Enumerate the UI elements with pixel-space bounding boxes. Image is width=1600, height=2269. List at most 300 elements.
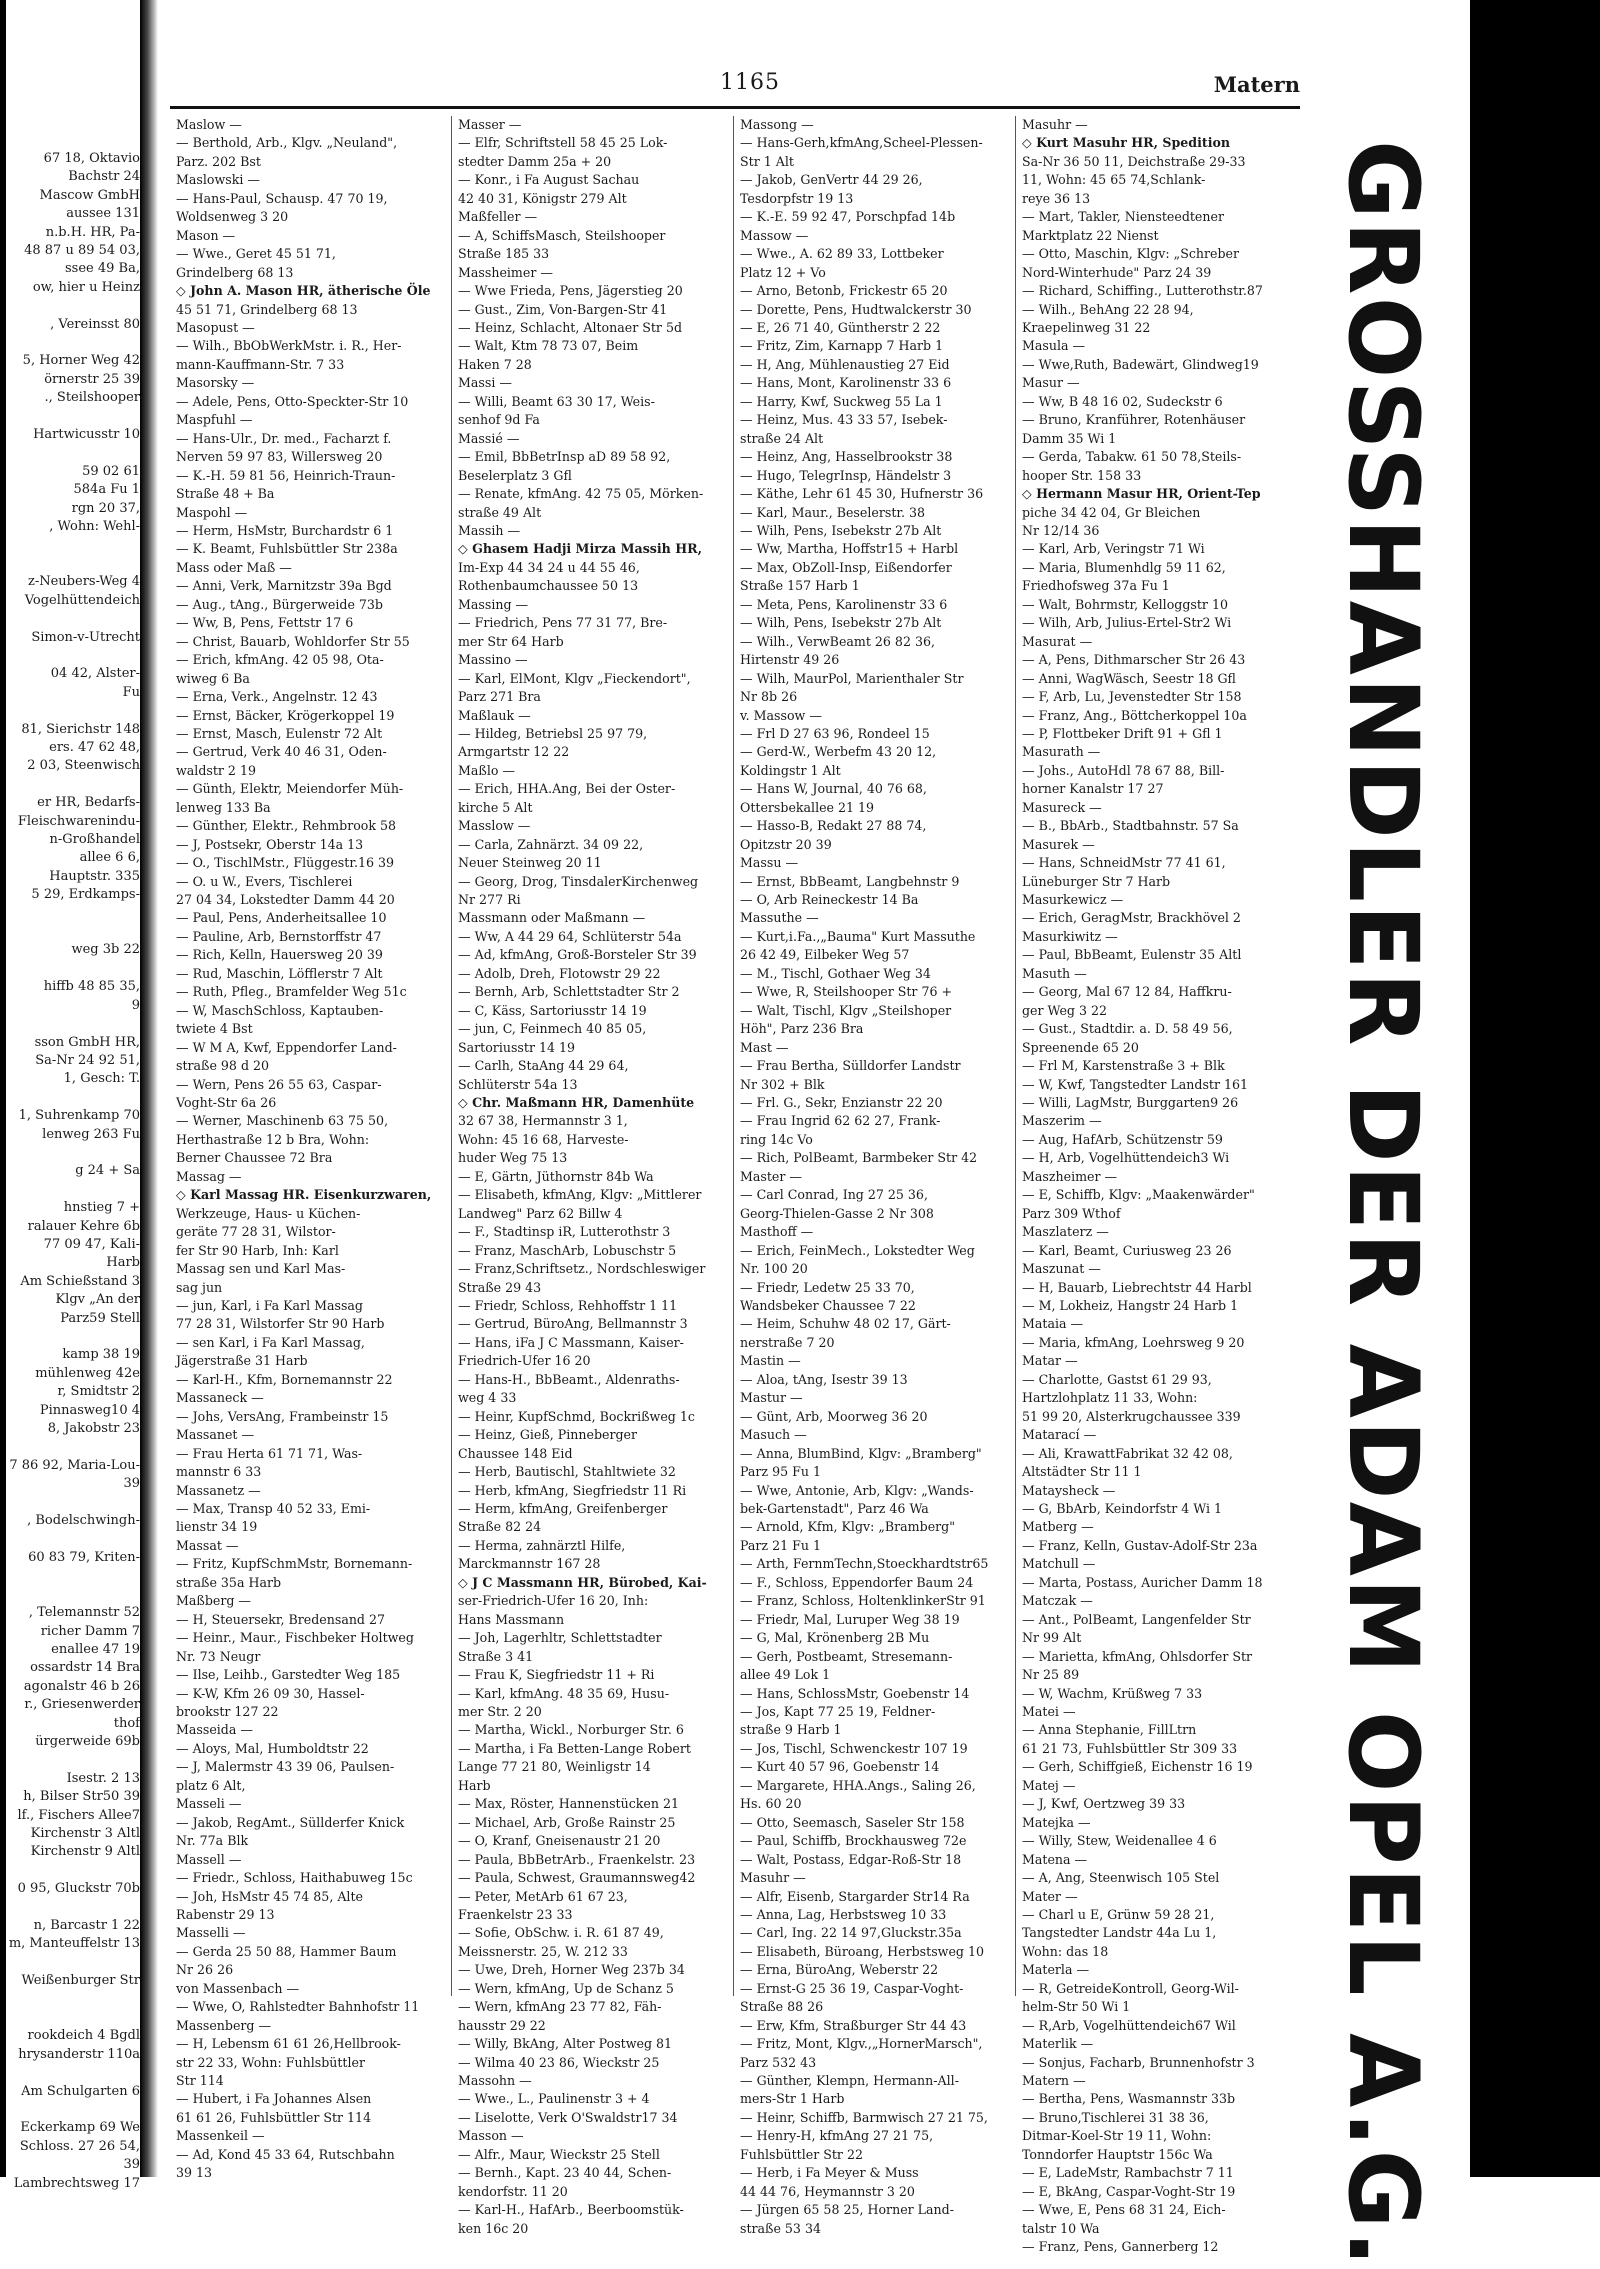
directory-column-3 [734, 116, 1016, 2236]
facing-page-line [6, 1899, 140, 1917]
directory-entry: 61 61 26, Fuhlsbüttler Str 114 [176, 2109, 372, 2125]
facing-page-line: , Bodelschwingh- [27, 1513, 140, 1529]
directory-entry: Maßlauk — [458, 707, 531, 723]
facing-page-line: Hartwicusstr 10 [33, 427, 140, 443]
directory-entry: — Ww, Martha, Hoffstr15 + Harbl [740, 541, 959, 557]
facing-page-line [6, 1015, 140, 1033]
directory-entry: — Franz, MaschArb, Lobuschstr 5 [458, 1242, 677, 1258]
directory-entry: kendorfstr. 11 20 [458, 2183, 568, 2199]
directory-entry: Massih — [458, 522, 521, 538]
facing-page-line: 9 [131, 997, 140, 1013]
facing-page-line: ow, hier u Heinz [32, 279, 140, 295]
directory-entry: — Max, ObZoll-Insp, Eißendorfer [740, 559, 952, 575]
directory-entry: — A, Ang, Steenwisch 105 Stel [1022, 1870, 1220, 1886]
facing-page-line: Am Schießstand 3 [20, 1273, 140, 1289]
facing-page-line: enallee 47 19 [51, 1641, 140, 1657]
directory-entry: — Arnold, Kfm, Klgv: „Bramberg" [740, 1519, 956, 1535]
facing-page-line [6, 1089, 140, 1107]
directory-entry: straße 49 Alt [458, 504, 542, 520]
directory-entry: — E, LadeMstr, Rambachstr 7 11 [1022, 2165, 1234, 2181]
directory-entry: — Bertha, Pens, Wasmannstr 33b [1022, 2091, 1236, 2107]
directory-entry: — Gust., Stadtdir. a. D. 58 49 56, [1022, 1021, 1233, 1037]
directory-entry: Meissnerstr. 25, W. 212 33 [458, 1943, 628, 1959]
directory-entry: — Anna, Lag, Herbstsweg 10 33 [740, 1906, 947, 1922]
directory-entry: — Wwe., Geret 45 51 71, [176, 246, 336, 262]
facing-page-line: rgn 20 37, [71, 500, 140, 516]
directory-entry: Damm 35 Wi 1 [1022, 430, 1117, 446]
directory-entry: — sen Karl, i Fa Karl Massag, [176, 1334, 365, 1350]
directory-entry: — Anna Stephanie, FillLtrn [1022, 1722, 1197, 1738]
facing-page-line: Fleischwarenindu- [17, 813, 140, 829]
directory-entry: Maßberg — [176, 1593, 252, 1609]
directory-entry: — Heinz, Schlacht, Altonaer Str 5d [458, 319, 683, 335]
directory-entry: — Otto, Maschin, Klgv: „Schreber [1022, 246, 1239, 262]
facing-page-line: örnerstr 25 39 [44, 371, 140, 387]
directory-entry: — Walt, Tischl, Klgv „Steilshoper [740, 1002, 952, 1018]
directory-entry: Straße 185 33 [458, 246, 550, 262]
directory-entry: Nr. 73 Neugr [176, 1648, 261, 1664]
directory-entry: Massié — [458, 430, 520, 446]
facing-page-line [6, 2101, 140, 2119]
facing-page-line: ers. 47 62 48, [49, 740, 140, 755]
directory-entry: mannstr 6 33 [176, 1464, 262, 1480]
directory-entry: Masseli — [176, 1796, 242, 1812]
directory-entry: Nr 302 + Blk [740, 1076, 825, 1092]
directory-entry: Massu — [740, 855, 799, 871]
directory-entry: — Friedr, Ledetw 25 33 70, [740, 1279, 915, 1295]
facing-page-line: allee 6 6, [79, 850, 140, 866]
directory-entry: — Martha, Wickl., Norburger Str. 6 [458, 1722, 684, 1738]
directory-entry: — Pauline, Arb, Bernstorffstr 47 [176, 928, 382, 944]
directory-entry: mer Str. 2 20 [458, 1703, 542, 1719]
directory-entry: Wandsbeker Chaussee 7 22 [740, 1298, 916, 1313]
directory-entry: platz 6 Alt, [176, 1777, 246, 1793]
directory-entry: Matchull — [1022, 1556, 1096, 1572]
directory-entry: Matberg — [1022, 1519, 1094, 1535]
facing-page-line: lf., Fischers Allee7 [17, 1807, 140, 1823]
directory-entry: Masuch — [740, 1427, 807, 1443]
directory-entry: straße 53 34 [740, 2220, 821, 2236]
directory-entry: — F., Stadtinsp iR, Lutterothstr 3 [458, 1224, 671, 1240]
directory-entry: Massat — [176, 1537, 239, 1553]
directory-entry: Massanetz — [176, 1482, 261, 1498]
directory-entry: nerstraße 7 20 [740, 1334, 835, 1350]
directory-entry: — Wern, Pens 26 55 63, Caspar- [176, 1076, 382, 1092]
directory-entry: huder Weg 75 13 [458, 1150, 568, 1166]
facing-page-line: h, Bilser Str50 39 [23, 1789, 140, 1805]
directory-entry: — Martha, i Fa Betten-Lange Robert [458, 1740, 691, 1756]
directory-entry: — Hubert, i Fa Johannes Alsen [176, 2091, 372, 2107]
facing-page-line: Vogelhüttendeich [24, 592, 140, 608]
directory-entry: — Ernst, BbBeamt, Langbehnstr 9 [740, 873, 960, 889]
directory-entry: — G, BbArb, Keindorfstr 4 Wi 1 [1022, 1500, 1223, 1516]
facing-page-line [6, 1530, 140, 1548]
side-advertising-banner [1308, 140, 1458, 2269]
book-spine-shadow [140, 0, 158, 2177]
facing-page-line: Hauptstr. 335 [49, 868, 140, 884]
directory-entry: — R, GetreideKontroll, Georg-Wil- [1022, 1980, 1239, 1996]
directory-entry: — Alfr., Maur, Wieckstr 25 Stell [458, 2146, 660, 2162]
directory-entry: lenweg 133 Ba [176, 799, 271, 815]
directory-entry: — Paula, Schwest, Graumannsweg42 [458, 1870, 696, 1886]
facing-page-line [6, 408, 140, 426]
directory-entry: von Massenbach — [176, 1980, 300, 1996]
directory-entry: — G, Mal, Krönenberg 2B Mu [740, 1630, 930, 1646]
facing-page-line: er HR, Bedarfs- [37, 795, 140, 811]
directory-entry: — Frl. G., Sekr, Enzianstr 22 20 [740, 1095, 943, 1111]
facing-page-line [6, 1494, 140, 1512]
directory-entry: Koldingstr 1 Alt [740, 762, 841, 778]
directory-entry: Tonndorfer Hauptstr 156c Wa [1022, 2146, 1213, 2162]
directory-entry: Schlüterstr 54a 13 [458, 1076, 578, 1092]
directory-entry: — E, BkAng, Caspar-Voght-Str 19 [1022, 2183, 1236, 2199]
directory-entry: — Carlh, StaAng 44 29 64, [458, 1058, 629, 1074]
directory-entry: — Günther, Elektr., Rehmbrook 58 [176, 818, 397, 834]
facing-page-line: agonalstr 46 b 26 [23, 1678, 140, 1694]
directory-entry: — Wilma 40 23 86, Wieckstr 25 [458, 2054, 660, 2070]
directory-entry: Ottersbekallee 21 19 [740, 799, 875, 815]
facing-page-line [6, 1751, 140, 1769]
directory-entry: Grindelberg 68 13 [176, 264, 294, 280]
directory-entry: — Franz, Schloss, HoltenklinkerStr 91 [740, 1593, 986, 1609]
directory-entry: — Ilse, Leihb., Garstedter Weg 185 [176, 1667, 401, 1683]
facing-page-line: sson GmbH HR, [34, 1034, 140, 1050]
page-number: 1165 [720, 70, 780, 95]
directory-entry: — Karl-H., Kfm, Bornemannstr 22 [176, 1371, 393, 1387]
directory-entry: reye 36 13 [1022, 190, 1091, 206]
directory-entry: — Wern, kfmAng 23 77 82, Fäh- [458, 1999, 662, 2015]
directory-entry: — Wilh, Pens, Isebekstr 27b Alt [740, 615, 942, 631]
directory-entry: — Emil, BbBetrInsp aD 89 58 92, [458, 449, 671, 465]
directory-entry: — Wilh, MaurPol, Marienthaler Str [740, 670, 964, 686]
directory-entry: ◇ John A. Mason HR, ätherische Öle [176, 283, 431, 299]
directory-entry: — Bernh, Arb, Schlettstadter Str 2 [458, 984, 680, 1000]
directory-entry: — jun, Karl, i Fa Karl Massag [176, 1298, 363, 1313]
directory-entry: Masorsky — [176, 375, 255, 391]
directory-entry: Herthastraße 12 b Bra, Wohn: [176, 1131, 370, 1147]
facing-page-line: Eckerkamp 69 We [20, 2120, 140, 2136]
facing-page-line: Sa-Nr 24 92 51, [35, 1052, 140, 1068]
directory-entry: — Jos, Kapt 77 25 19, Feldner- [740, 1703, 936, 1719]
facing-page-line: 2 03, Steenwisch [27, 758, 140, 774]
facing-page-line: Kirchenstr 3 Altl [30, 1825, 140, 1841]
directory-entry: Maszheimer — [1022, 1168, 1118, 1184]
facing-page-line: Isestr. 2 13 [66, 1770, 140, 1786]
directory-entry: Maszunat — [1022, 1261, 1101, 1277]
facing-page-line [6, 905, 140, 923]
directory-entry: 11, Wohn: 45 65 74,Schlank- [1022, 172, 1206, 188]
directory-entry: Nr 26 26 [176, 1962, 234, 1978]
facing-page-line: r, Smidtstr 2 [57, 1384, 140, 1400]
directory-entry: Sa-Nr 36 50 11, Deichstraße 29-33 [1022, 153, 1246, 169]
directory-entry: Mass oder Maß — [176, 559, 292, 575]
directory-entry: — Paul, Pens, Anderheitsallee 10 [176, 910, 387, 926]
directory-entry: Straße 48 + Ba [176, 486, 275, 502]
directory-entry: Matejka — [1022, 1814, 1091, 1830]
directory-entry: — Erna, Verk., Angelnstr. 12 43 [176, 689, 378, 705]
directory-entry: — Paula, BbBetrArb., Fraenkelstr. 23 [458, 1851, 696, 1867]
directory-entry: talstr 10 Wa [1022, 2220, 1100, 2236]
directory-entry: — Hans-Ulr., Dr. med., Facharzt f. [176, 430, 392, 446]
directory-entry: — W, Wachm, Krüßweg 7 33 [1022, 1685, 1203, 1701]
directory-entry: — M, Lokheiz, Hangstr 24 Harb 1 [1022, 1298, 1239, 1313]
directory-entry: Str 1 Alt [740, 153, 794, 169]
directory-entry: — Peter, MetArb 61 67 23, [458, 1888, 628, 1904]
directory-entry: helm-Str 50 Wi 1 [1022, 1999, 1131, 2015]
directory-entry: — Dorette, Pens, Hudtwalckerstr 30 [740, 301, 972, 317]
directory-entry: Nr 8b 26 [740, 689, 798, 705]
directory-entry: — Hans-Paul, Schausp. 47 70 19, [176, 190, 388, 206]
directory-entry: — Frau Ingrid 62 62 27, Frank- [740, 1113, 941, 1129]
directory-entry: — Paul, Schiffb, Brockhausweg 72e [740, 1833, 967, 1849]
facing-page-line: Bachstr 24 [68, 169, 140, 185]
directory-entry: — W, Kwf, Tangstedter Landstr 161 [1022, 1076, 1249, 1092]
directory-entry: Lange 77 21 80, Weinligstr 14 [458, 1759, 651, 1775]
facing-page-line: ssee 49 Ba, [65, 261, 140, 277]
directory-entry: Nr 25 89 [1022, 1667, 1080, 1683]
directory-entry: Massow — [740, 227, 809, 243]
directory-entry: — Sonjus, Facharb, Brunnenhofstr 3 [1022, 2054, 1255, 2070]
facing-page-line: Klgv „An der [55, 1292, 140, 1308]
directory-entry: Masuhr — [1022, 117, 1088, 132]
directory-entry: Massell — [176, 1851, 242, 1867]
directory-entry: — Rich, Kelln, Hauersweg 20 39 [176, 947, 383, 963]
directory-entry: Nord-Winterhude" Parz 24 39 [1022, 264, 1212, 280]
directory-entry: — Gerda 25 50 88, Hammer Baum [176, 1943, 397, 1959]
directory-entry: Hans Massmann [458, 1611, 565, 1627]
directory-entry: — Maria, Blumenhdlg 59 11 62, [1022, 559, 1226, 575]
directory-entry: mann-Kauffmann-Str. 7 33 [176, 356, 345, 372]
facing-page-line [6, 776, 140, 794]
facing-page-line: rookdeich 4 Bgdl [27, 2028, 140, 2044]
directory-entry: — Hans-H., BbBeamt., Aldenraths- [458, 1371, 680, 1387]
facing-page-line [6, 334, 140, 352]
facing-page-line [6, 1144, 140, 1162]
directory-entry: Masuhr — [740, 1870, 806, 1886]
directory-entry: Matar — [1022, 1353, 1078, 1369]
directory-entry: Massaneck — [176, 1390, 264, 1406]
directory-entry: — Alfr, Eisenb, Stargarder Str14 Ra [740, 1888, 970, 1904]
facing-page-line: hiffb 48 85 35, [43, 979, 140, 995]
directory-entry: 61 21 73, Fuhlsbüttler Str 309 33 [1022, 1740, 1238, 1756]
facing-page-line: 5, Horner Weg 42 [22, 353, 140, 369]
facing-page-line: Simon-v-Utrecht [31, 629, 140, 645]
directory-entry: — Franz,Schriftsetz., Nordschleswiger [458, 1261, 706, 1277]
directory-entry: — Wwe, O, Rahlstedter Bahnhofstr 11 [176, 1999, 420, 2015]
facing-page-line [6, 537, 140, 555]
directory-entry: Masopust — [176, 319, 255, 335]
directory-entry: v. Massow — [740, 707, 822, 723]
directory-entry: 32 67 38, Hermannstr 3 1, [458, 1113, 628, 1129]
directory-entry: Matern — [1022, 2073, 1086, 2089]
directory-entry: straße 24 Alt [740, 430, 824, 446]
facing-page-line [6, 610, 140, 628]
directory-entry: straße 98 d 20 [176, 1058, 270, 1074]
directory-entry: Hs. 60 20 [740, 1796, 802, 1812]
directory-entry: — Werner, Maschinenb 63 75 50, [176, 1113, 389, 1129]
directory-entry: — Fritz, KupfSchmMstr, Bornemann- [176, 1556, 413, 1572]
directory-entry: Straße 88 26 [740, 1999, 824, 2015]
directory-entry: Berner Chaussee 72 Bra [176, 1150, 333, 1166]
directory-entry: Tangstedter Landstr 44a Lu 1, [1022, 1925, 1217, 1941]
facing-page-line: 7 86 92, Maria-Lou- [9, 1457, 140, 1473]
directory-entry: Hirtenstr 49 26 [740, 652, 840, 668]
directory-entry: — Franz, Ang., Böttcherkoppel 10a [1022, 707, 1247, 723]
directory-entry: — Gerh, Schiffgieß, Eichenstr 16 19 [1022, 1759, 1253, 1775]
directory-entry: Nr. 100 20 [740, 1261, 808, 1277]
facing-page-fragment [6, 150, 140, 2191]
directory-entry: — K-W, Kfm 26 09 30, Hassel- [176, 1685, 365, 1701]
directory-entry: Haken 7 28 [458, 356, 532, 372]
facing-page-line: n.b.H. HR, Pa- [45, 224, 140, 240]
directory-entry: kirche 5 Alt [458, 799, 533, 815]
directory-entry: — Arno, Betonb, Frickestr 65 20 [740, 283, 948, 299]
directory-entry: Wohn: das 18 [1022, 1943, 1109, 1959]
facing-page-line [6, 1567, 140, 1585]
directory-entry: Massenberg — [176, 2017, 272, 2033]
directory-entry: ken 16c 20 [458, 2220, 529, 2236]
directory-entry: 44 44 76, Heymannstr 3 20 [740, 2183, 915, 2199]
directory-entry: straße 9 Harb 1 [740, 1722, 842, 1738]
directory-entry: — Mart, Takler, Niensteedtener [1022, 209, 1224, 225]
directory-entry: — K.-E. 59 92 47, Porschpfad 14b [740, 209, 956, 225]
facing-page-line: Pinnasweg10 4 [39, 1402, 140, 1418]
facing-page-line [6, 647, 140, 665]
directory-entry: Im-Exp 44 34 24 u 44 55 46, [458, 559, 640, 575]
directory-entry: — Franz, Pens, Gannerberg 12 [1022, 2239, 1219, 2255]
facing-page-line: Harb [106, 1255, 140, 1271]
directory-entry: ◇ Karl Massag HR. Eisenkurzwaren, [176, 1187, 432, 1203]
directory-entry: — H, Bauarb, Liebrechtstr 44 Harbl [1022, 1279, 1252, 1295]
directory-entry: Massmann oder Maßmann — [458, 910, 646, 926]
directory-entry: Masureck — [1022, 799, 1102, 815]
facing-page-line: 1, Suhrenkamp 70 [18, 1108, 140, 1124]
directory-entry: — Carl Conrad, Ing 27 25 36, [740, 1187, 928, 1203]
directory-entry: Maßlo — [458, 762, 516, 778]
facing-page-line: 39 [123, 1476, 140, 1492]
facing-page-line: r., Griesenwerder [24, 1697, 140, 1713]
directory-entry: — jun, C, Feinmech 40 85 05, [458, 1021, 647, 1037]
directory-entry: — J, Kwf, Oertzweg 39 33 [1022, 1796, 1186, 1812]
directory-entry: bek-Gartenstadt", Parz 46 Wa [740, 1500, 929, 1516]
facing-page-line [6, 1181, 140, 1199]
directory-entry: — B., BbArb., Stadtbahnstr. 57 Sa [1022, 818, 1239, 834]
directory-entry: — Renate, kfmAng. 42 75 05, Mörken- [458, 486, 704, 502]
directory-entry: — Ali, KrawattFabrikat 32 42 08, [1022, 1445, 1233, 1461]
directory-entry: Massanet — [176, 1427, 255, 1443]
directory-entry: Altstädter Str 11 1 [1022, 1464, 1142, 1480]
directory-entry: — K. Beamt, Fuhlsbüttler Str 238a [176, 541, 398, 557]
directory-entry: hooper Str. 158 33 [1022, 467, 1142, 483]
directory-entry: — Heinz, Ang, Hasselbrookstr 38 [740, 449, 953, 465]
directory-entry: — Herm, HsMstr, Burchardstr 6 1 [176, 522, 394, 538]
directory-entry: Masula — [1022, 338, 1086, 354]
facing-page-line: aussee 131 [66, 206, 140, 222]
directory-entry: piche 34 42 04, Gr Bleichen [1022, 504, 1201, 520]
directory-entry: — Friedrich, Pens 77 31 77, Bre- [458, 615, 668, 631]
directory-entry: Masurath — [1022, 744, 1101, 760]
facing-page-line: Fu [122, 684, 140, 700]
directory-entry: 39 13 [176, 2165, 213, 2181]
facing-page-line: 67 18, Oktavio [43, 151, 140, 166]
directory-entry: Nerven 59 97 83, Willersweg 20 [176, 449, 383, 465]
directory-entry: — Henry-H, kfmAng 27 21 75, [740, 2128, 934, 2144]
directory-entry: — Erich, kfmAng. 42 05 98, Ota- [176, 652, 384, 668]
directory-entry: twiete 4 Bst [176, 1021, 253, 1037]
directory-entry: — Wilh., BbObWerkMstr. i. R., Her- [176, 338, 402, 354]
directory-entry: — Gerd-W., Werbefm 43 20 12, [740, 744, 937, 760]
directory-entry: — Michael, Arb, Große Rainstr 25 [458, 1814, 676, 1830]
directory-entry: — Ww, B, Pens, Fettstr 17 6 [176, 615, 354, 631]
header-rule [170, 106, 1300, 109]
directory-entry: 45 51 71, Grindelberg 68 13 [176, 301, 358, 317]
directory-entry: — Willi, Beamt 63 30 17, Weis- [458, 393, 655, 409]
directory-entry: — H, Lebensm 61 61 26,Hellbrook- [176, 2036, 401, 2052]
directory-entry: Massenkeil — [176, 2128, 265, 2144]
directory-entry: — Wilh., BehAng 22 28 94, [1022, 301, 1194, 317]
directory-entry: Nr 99 Alt [1022, 1630, 1082, 1646]
directory-entry: — Hans, Mont, Karolinenstr 33 6 [740, 375, 952, 391]
directory-entry: — Charl u E, Grünw 59 28 21, [1022, 1906, 1215, 1922]
directory-entry: — Jakob, RegAmt., Süllderfer Knick [176, 1814, 405, 1830]
directory-entry: Tesdorpfstr 19 13 [740, 190, 854, 206]
directory-entry: Mater — [1022, 1888, 1078, 1904]
directory-entry: ger Weg 3 22 [1022, 1002, 1108, 1018]
facing-page-line: Mascow GmbH [39, 187, 140, 203]
directory-entry: Werkzeuge, Haus- u Küchen- [176, 1205, 361, 1221]
directory-entry: waldstr 2 19 [176, 762, 256, 778]
directory-entry: Marckmannstr 167 28 [458, 1556, 601, 1572]
directory-entry: — J, Postsekr, Oberstr 14a 13 [176, 836, 364, 852]
directory-entry: Parz 532 43 [740, 2054, 817, 2070]
directory-entry: Chaussee 148 Eid [458, 1445, 573, 1461]
facing-page-line: mühlenweg 42e [35, 1365, 140, 1381]
directory-entry: — Hans W, Journal, 40 76 68, [740, 781, 927, 797]
directory-entry: Maszlaterz — [1022, 1224, 1109, 1240]
directory-entry: Masslow — [458, 818, 531, 834]
directory-entry: Massheimer — [458, 264, 553, 280]
directory-entry: — P, Flottbeker Drift 91 + Gfl 1 [1022, 725, 1223, 741]
directory-entry: Maszerim — [1022, 1113, 1102, 1129]
running-head: Matern [1213, 72, 1300, 97]
directory-entry: — Aloa, tAng, Isestr 39 13 [740, 1371, 908, 1387]
directory-entry: Str 114 [176, 2073, 224, 2089]
directory-entry: — H, Ang, Mühlenaustieg 27 Eid [740, 356, 950, 372]
directory-entry: Kraepelinweg 31 22 [1022, 319, 1151, 335]
directory-entry: Matczak — [1022, 1593, 1093, 1609]
directory-entry: — Hildeg, Betriebsl 25 97 79, [458, 725, 648, 741]
directory-entry: — Aloys, Mal, Humboldtstr 22 [176, 1740, 369, 1756]
facing-page-line: richer Damm 7 [40, 1623, 140, 1639]
facing-page-line: hrysanderstr 110a [18, 2046, 140, 2062]
facing-page-line: n-Großhandel [49, 832, 140, 848]
directory-entry: — O., TischlMstr., Flüggestr.16 39 [176, 855, 395, 871]
directory-entry: — Wern, kfmAng, Up de Schanz 5 [458, 1980, 674, 1996]
facing-page-line: n, Barcastr 1 22 [33, 1918, 140, 1933]
facing-page-line: Am Schulgarten 6 [21, 2083, 140, 2099]
facing-page-line: Kirchenstr 9 Altl [30, 1844, 140, 1860]
directory-entry: Mastur — [740, 1390, 803, 1406]
directory-entry: — Kurt,i.Fa.,„Bauma" Kurt Massuthe [740, 928, 976, 944]
directory-entry: — Gust., Zim, Von-Bargen-Str 41 [458, 301, 668, 317]
directory-entry: — Erich, HHA.Ang, Bei der Oster- [458, 781, 676, 797]
directory-entry: — Franz, Kelln, Gustav-Adolf-Str 23a [1022, 1537, 1258, 1553]
directory-entry: Masson — [458, 2128, 524, 2144]
directory-entry: — Jos, Tischl, Schwenckestr 107 19 [740, 1740, 968, 1756]
directory-entry: — Hans-Gerh,kfmAng,Scheel-Plessen- [740, 135, 983, 151]
facing-page-line: , Telemannstr 52 [28, 1605, 140, 1621]
directory-entry: Matena — [1022, 1851, 1088, 1867]
